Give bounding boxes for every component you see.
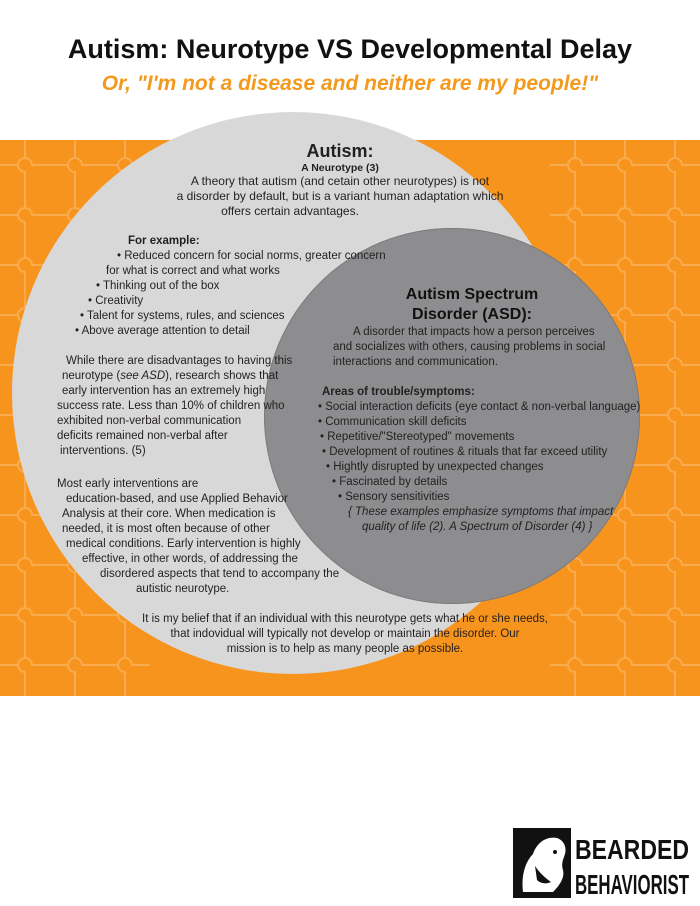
symptom-item: • Communication skill deficits [318,416,467,428]
example-item: • Above average attention to detail [75,325,250,337]
interventions-para-line: needed, it is most often because of other [62,523,270,535]
belief-para-line: It is my belief that if an individual with this neurotype gets what he or she needs, [142,613,548,625]
reference-4-url[interactable]: https://www.youtube.com/watch?v=wKlMcLTqRLs&t-302s= [34,823,371,837]
example-item: • Thinking out of the box [96,280,220,292]
interventions-para-line: medical conditions. Early intervention is highly [66,538,301,550]
example-item: • Reduced concern for social norms, greater concern [117,250,386,262]
symptom-item: • Fascinated by details [332,476,448,488]
research-para-line: deficits remained non-verbal after [57,430,228,442]
research-para-line: exhibited non-verbal communication [57,415,242,427]
logo-word-1: BEARDED [575,834,689,865]
reference-5[interactable]: 5. www.autismparentingmagazine.com/autism-early-intervention-benefits/ [34,846,455,860]
belief-para-line: that indovidual will typically not develop or maintain the disorder. Our [170,628,520,640]
asd-heading-line-2: Disorder (ASD): [411,306,532,323]
reference-4-title: 4. Autism - what we know (and that we don't know yet) I Wendy Chang. [34,807,437,821]
asd-intro-line: and socializes with others, causing problems in social [333,341,606,353]
reference-2-line-2: they mask symptoms better than boys do. [34,745,275,759]
page-title: Autism: Neurotype VS Developmental Delay [67,34,633,64]
research-para-line: While there are disadvantages to having this [66,355,293,367]
asd-heading-line-1: Autism Spectrum [405,286,539,303]
examples-heading: For example: [128,235,200,247]
interventions-para-line: Most early interventions are [57,478,199,490]
reference-2-line-1: 2. Girls with ASD are often misdiagnosed or undiagnosed because they do not fit ASD stereotypes and [34,729,620,743]
reference-3[interactable]: 3. www.HealthLine.com/health/neurotypical#characteristics [34,784,373,798]
autism-heading: Autism: [306,141,374,161]
asd-note-line: quality of life (2). A Spectrum of Disorder (4) } [362,521,593,533]
bearded-man-profile-icon [513,828,571,898]
belief-para-line: mission is to help as many people as possible. [226,643,464,655]
interventions-para-line: autistic neurotype. [136,583,230,595]
autism-subheading: A Neurotype (3) [301,162,379,174]
example-item: for what is correct and what works [106,265,280,277]
example-item: • Creativity [88,295,144,307]
asd-areas-heading: Areas of trouble/symptoms: [322,386,475,398]
research-para-line: neurotype (see ASD), research shows that [62,370,279,382]
reference-2-url[interactable]: www.childmind.org/article/autistic-girls-overlooked-undiagnosed-autism/ [34,761,451,775]
research-para-line: success rate. Less than 10% of children who [57,400,285,412]
bearded-behaviorist-logo [513,826,693,900]
autism-intro-line-3: offers certain advantages. [221,204,359,218]
symptom-item: • Social interaction deficits (eye contact & non-verbal language) [318,401,641,413]
symptom-item: • Sensory sensitivities [338,491,450,503]
interventions-para-line: education-based, and use Applied Behavior [66,493,288,505]
logo-word-2: BEHAVIORIST [575,869,689,900]
page-subtitle: Or, "I'm not a disease and neither are my people!" [101,72,599,95]
autism-intro-line-2: a disorder by default, but is a variant human adaptation which [176,189,504,203]
interventions-para-line: Analysis at their core. When medication is [62,508,276,520]
symptom-item: • Repetitive/"Stereotyped" movements [320,431,515,443]
asd-note-line: { These examples emphasize symptoms that impact [348,506,614,518]
research-para-line: early intervention has an extremely high [62,385,266,397]
asd-heading [372,285,572,325]
symptom-item: • Hightly disrupted by unexpected changes [326,461,544,473]
example-item: • Talent for systems, rules, and sciences [80,310,285,322]
reference-1[interactable]: 1. www.Mayoclinic.org/diseases-conditions/autism-spectrum-disorder/symptoms-causes/syc-20352928 [34,706,622,720]
asd-intro-line: A disorder that impacts how a person perceives [353,326,595,338]
research-para-line: interventions. (5) [60,445,146,457]
interventions-para-line: effective, in other words, of addressing the [82,553,298,565]
symptom-item: • Development of routines & rituals that far exceed utility [322,446,608,458]
interventions-para-line: disordered aspects that tend to accompany the [100,568,340,580]
autism-intro-line-1: A theory that autism (and cetain other neurotypes) is not [190,174,490,188]
asd-intro-line: interactions and communication. [333,356,498,368]
